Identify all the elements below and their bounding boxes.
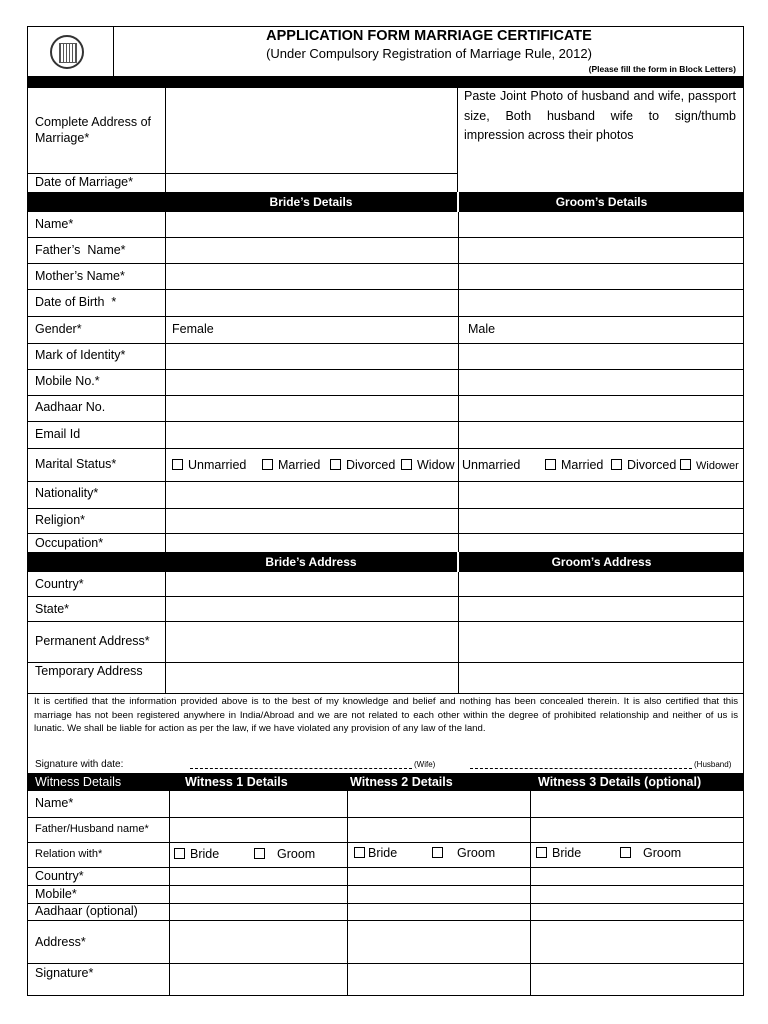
block-letters-note: (Please fill the form in Block Letters) xyxy=(588,64,736,74)
witness-2-header: Witness 2 Details xyxy=(350,775,453,789)
groom-temporary-field[interactable] xyxy=(459,663,744,693)
witness-country-label: Country* xyxy=(35,869,84,883)
checkbox-icon xyxy=(620,847,631,858)
date-of-marriage-field[interactable] xyxy=(166,174,456,192)
wife-signature-line[interactable] xyxy=(190,768,412,769)
bride-marital-divorced[interactable]: Divorced xyxy=(330,458,395,472)
witness-signature-label: Signature* xyxy=(35,966,94,980)
bride-identity-field[interactable] xyxy=(166,370,457,395)
witness-3-relation-groom[interactable]: Groom xyxy=(620,846,681,860)
mobile-label: Mobile No.* xyxy=(35,374,100,388)
checkbox-icon xyxy=(330,459,341,470)
groom-marital-widower[interactable]: Widower xyxy=(680,459,739,472)
groom-state-field[interactable] xyxy=(459,597,744,621)
form-title: APPLICATION FORM MARRIAGE CERTIFICATE xyxy=(266,28,592,44)
country-label: Country* xyxy=(35,577,84,591)
form-subtitle: (Under Compulsory Registration of Marriage Rule, 2012) xyxy=(266,46,592,61)
husband-label: (Husband) xyxy=(694,760,732,769)
groom-marital-divorced[interactable]: Divorced xyxy=(611,458,676,472)
witness-3-header: Witness 3 Details (optional) xyxy=(538,775,702,789)
bride-mobile-field[interactable] xyxy=(166,396,457,421)
gender-label: Gender* xyxy=(35,322,82,336)
bride-aadhaar-field[interactable] xyxy=(166,422,457,448)
witness-relation-label: Relation with* xyxy=(35,848,103,860)
checkbox-icon xyxy=(401,459,412,470)
bride-permanent-field[interactable] xyxy=(166,622,457,662)
checkbox-icon xyxy=(432,847,443,858)
checkbox-icon xyxy=(545,459,556,470)
bride-mother-field[interactable] xyxy=(166,264,457,289)
groom-name-field[interactable] xyxy=(459,213,744,237)
bride-marital-married[interactable]: Married xyxy=(262,458,320,472)
bride-marital-widow[interactable]: Widow xyxy=(401,458,455,472)
groom-gender-value: Male xyxy=(468,322,496,336)
date-of-marriage-label: Date of Marriage* xyxy=(35,175,133,189)
bride-name-field[interactable] xyxy=(166,213,457,237)
witness-1-signature-field[interactable] xyxy=(170,964,347,995)
state-label: State* xyxy=(35,602,70,616)
witness-3-address-field[interactable] xyxy=(531,921,744,963)
witness-aadhaar-label: Aadhaar (optional) xyxy=(35,904,138,918)
witness-3-signature-field[interactable] xyxy=(531,964,744,995)
checkbox-icon xyxy=(611,459,622,470)
witness-1-relation-bride[interactable]: Bride xyxy=(174,847,219,861)
checkbox-icon xyxy=(262,459,273,470)
groom-dob-field[interactable] xyxy=(459,290,744,316)
checkbox-icon xyxy=(680,459,691,470)
father-name-label: Father’s Name* xyxy=(35,243,126,257)
aadhaar-label: Aadhaar No. xyxy=(35,400,106,414)
groom-identity-field[interactable] xyxy=(459,370,744,395)
groom-details-header: Groom’s Details xyxy=(555,195,648,209)
details-header-bar xyxy=(28,192,744,212)
bride-father-field[interactable] xyxy=(166,238,457,263)
emblem-box xyxy=(28,27,114,77)
checkbox-icon xyxy=(254,848,265,859)
application-form xyxy=(27,26,744,996)
witness-3-name-field[interactable] xyxy=(531,792,744,817)
witness-3-relation-bride[interactable]: Bride xyxy=(536,846,581,860)
witness-1-name-field[interactable] xyxy=(170,792,347,817)
witness-details-header: Witness Details xyxy=(35,775,122,789)
bride-marital-unmarried[interactable]: Unmarried xyxy=(172,458,246,472)
witness-1-address-field[interactable] xyxy=(170,921,347,963)
bride-country-field[interactable] xyxy=(166,573,457,596)
permanent-address-label: Permanent Address* xyxy=(35,634,150,648)
witness-header-bar xyxy=(28,773,744,791)
bride-address-header: Bride’s Address xyxy=(265,555,357,569)
bride-dob-field[interactable] xyxy=(166,290,457,316)
witness-2-relation-bride[interactable]: Bride xyxy=(354,846,397,860)
bride-details-header: Bride’s Details xyxy=(269,195,353,209)
husband-signature-line[interactable] xyxy=(470,768,692,769)
marital-status-label: Marital Status* xyxy=(35,457,117,471)
witness-address-label: Address* xyxy=(35,935,86,949)
occupation-label: Occupation* xyxy=(35,536,104,550)
mother-name-label: Mother’s Name* xyxy=(35,269,125,283)
witness-2-signature-field[interactable] xyxy=(348,964,530,995)
checkbox-icon xyxy=(354,847,365,858)
religion-label: Religion* xyxy=(35,513,86,527)
checkbox-icon xyxy=(536,847,547,858)
temporary-address-label: Temporary Address xyxy=(35,664,143,678)
date-of-birth-label: Date of Birth * xyxy=(35,295,117,309)
signature-label: Signature with date: xyxy=(35,759,124,770)
bride-gender-value: Female xyxy=(172,322,214,336)
address-header-bar xyxy=(28,552,744,572)
groom-marital-unmarried[interactable]: Unmarried xyxy=(462,458,521,472)
witness-name-label: Name* xyxy=(35,796,74,810)
witness-father-label: Father/Husband name* xyxy=(35,823,149,835)
groom-marital-married[interactable]: Married xyxy=(545,458,603,472)
bride-state-field[interactable] xyxy=(166,597,457,621)
wife-label: (Wife) xyxy=(414,760,436,769)
groom-mobile-field[interactable] xyxy=(459,396,744,421)
witness-2-relation-groom[interactable]: Groom xyxy=(432,846,495,860)
groom-country-field[interactable] xyxy=(459,573,744,596)
witness-mobile-label: Mobile* xyxy=(35,887,77,901)
mark-of-identity-label: Mark of Identity* xyxy=(35,348,126,362)
name-label: Name* xyxy=(35,217,74,231)
groom-address-header: Groom’s Address xyxy=(551,555,652,569)
groom-father-field[interactable] xyxy=(459,238,744,263)
photo-instructions: Paste Joint Photo of husband and wife, passport size, Both husband wife to sign/thumb impression across their photos xyxy=(464,89,736,142)
checkbox-icon xyxy=(172,459,183,470)
groom-permanent-field[interactable] xyxy=(459,622,744,662)
groom-aadhaar-field[interactable] xyxy=(459,422,744,448)
nationality-label: Nationality* xyxy=(35,486,99,500)
checkbox-icon xyxy=(174,848,185,859)
declaration-text: It is certified that the information provided above is to the best of my knowledge and belief and nothing has been concealed therein. It is also certified that this marriage has not been registered anywhere in India/Abroad and we are not related to each other within the degree of prohibited relationship and neither of us is lunatic. We shall be liable for action as per the law, if we have violated any provision of any law of the land. xyxy=(34,696,738,734)
bride-temporary-field[interactable] xyxy=(166,663,457,693)
witness-2-name-field[interactable] xyxy=(348,792,530,817)
groom-mother-field[interactable] xyxy=(459,264,744,289)
witness-1-relation-groom[interactable]: Groom xyxy=(254,847,315,861)
address-of-marriage-label: Complete Address of Marriage* xyxy=(35,115,152,145)
state-emblem-icon xyxy=(50,35,84,69)
address-of-marriage-field[interactable] xyxy=(166,88,456,173)
witness-1-header: Witness 1 Details xyxy=(185,775,288,789)
witness-2-address-field[interactable] xyxy=(348,921,530,963)
email-label: Email Id xyxy=(35,427,81,441)
